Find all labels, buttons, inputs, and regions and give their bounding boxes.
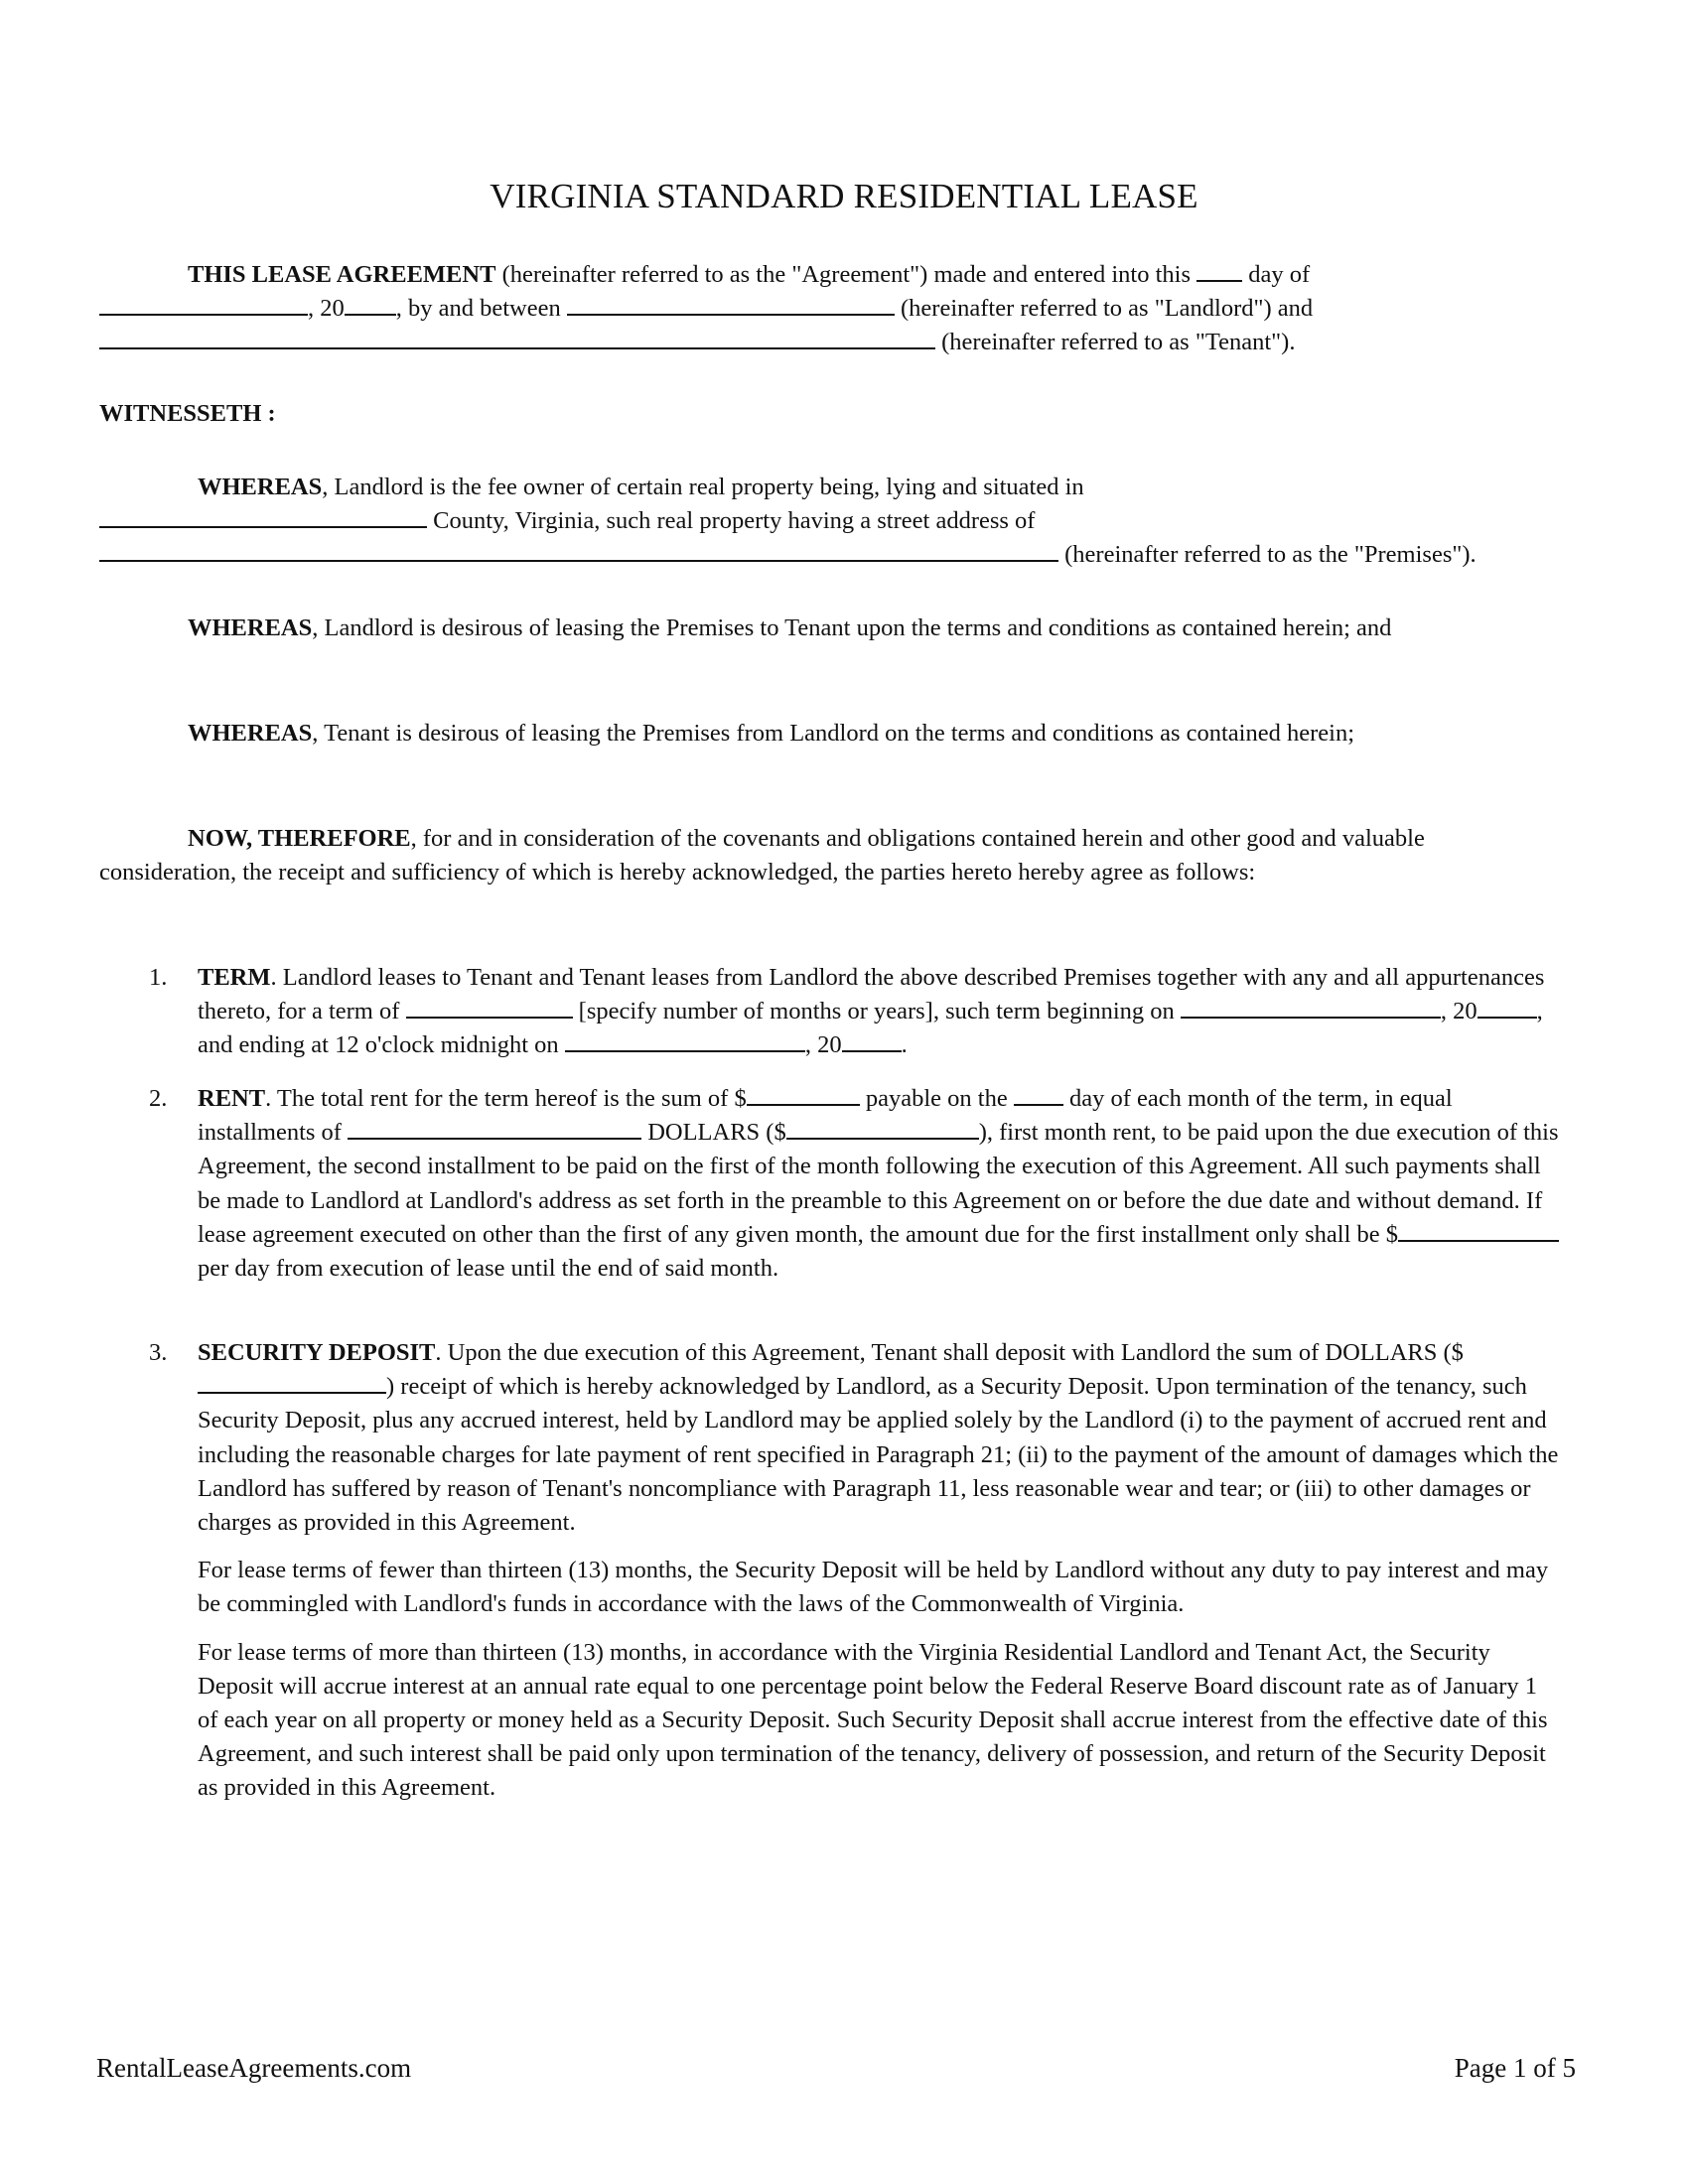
security-deposit-amount-blank[interactable] [198, 1372, 386, 1394]
term-end-year-blank[interactable] [842, 1030, 902, 1052]
prorated-rent-blank[interactable] [1398, 1220, 1559, 1242]
term-length-blank[interactable] [406, 997, 573, 1019]
total-rent-blank[interactable] [747, 1084, 860, 1106]
installment-words-blank[interactable] [348, 1118, 641, 1140]
witnesseth-heading: WITNESSETH : [99, 400, 276, 427]
document-title: VIRGINIA STANDARD RESIDENTIAL LEASE [490, 177, 1198, 215]
section-security-deposit: 3. SECURITY DEPOSIT. Upon the due execution of this Agreement, Tenant shall deposit with Landlord the sum of DOLLARS ($) receipt of which is hereby acknowledged by Landlord, as a Security Deposit. Upon termination of the tenancy, such Security Deposit, plus any accrued interest, held by Landlord may be applied solely by the Landlord (i) to the payment of accrued rent and including the reasonable charges for late payment of rent specified in Paragraph 21; (ii) to the payment of the amount of damages which the Landlord has suffered by reason of Tenant's noncompliance with Paragraph 11, less reasonable wear and tear; or (iii) to other damages or charges as provided in this Agreement. For lease terms of fewer than thirteen (13) months, the Security Deposit will be held by Landlord without any duty to pay interest and may be commingled with Landlord's funds in accordance with the laws of the Commonwealth of Virginia. For lease terms of more than thirteen (13) months, in accordance with the Virginia Residential Landlord and Tenant Act, the Security Deposit will accrue interest at an annual rate equal to one percentage point below the Federal Reserve Board discount rate as of January 1 of each year on all property or money held as a Security Deposit. Such Security Deposit shall accrue interest from the effective date of this Agreement, and such interest shall be paid only upon termination of the tenancy, delivery of possession, and return of the Security Deposit as provided in this Agreement. [149, 1336, 1561, 1806]
county-blank[interactable] [99, 506, 427, 528]
whereas-tenant-paragraph: WHEREAS, Tenant is desirous of leasing the Premises from Landlord on the terms and conditions as contained herein; [188, 720, 1354, 747]
rent-heading: RENT [198, 1085, 266, 1112]
now-therefore-paragraph: NOW, THEREFORE, for and in consideration of the covenants and obligations contained herein and other good and valuable consideration, the receipt and sufficiency of which is hereby acknowledged, the parties hereto hereby agree as follows: [99, 825, 1425, 887]
street-address-blank[interactable] [99, 540, 1058, 562]
whereas-landlord-paragraph: WHEREAS, Landlord is desirous of leasing the Premises to Tenant upon the terms and conditions as contained herein; and [188, 614, 1392, 641]
intro-lead: THIS LEASE AGREEMENT [188, 261, 496, 288]
security-deposit-heading: SECURITY DEPOSIT [198, 1339, 436, 1366]
deposit-long-term-paragraph: For lease terms of more than thirteen (13) months, in accordance with the Virginia Residential Landlord and Tenant Act, the Security Deposit will accrue interest at an annual rate equal to one percentage point below the Federal Reserve Board discount rate as of January 1 of each year on all property or money held as a Security Deposit. Such Security Deposit shall accrue interest from the effective date of this Agreement, and such interest shall be paid only upon termination of the tenancy, delivery of possession, and return of the Security Deposit as provided in this Agreement. [198, 1638, 1548, 1802]
term-heading: TERM [198, 964, 271, 991]
term-start-year-blank[interactable] [1477, 997, 1537, 1019]
intro-paragraph: THIS LEASE AGREEMENT (hereinafter referred to as the "Agreement") made and entered into this day of , 20 , by and between (hereinafter referred to as "Landlord") and (hereinafter referred to as "Tenant"). [99, 258, 1561, 360]
day-blank[interactable] [1196, 260, 1242, 282]
term-end-blank[interactable] [565, 1030, 805, 1052]
rent-due-day-blank[interactable] [1014, 1084, 1063, 1106]
section-rent: 2. RENT. The total rent for the term hereof is the sum of $ payable on the day of each month of the term, in equal installments of DOLLARS ($ ), first month rent, to be paid upon the due execution of this Agreement, the second installment to be paid on the first of the month following the execution of this Agreement. All such payments shall be made to Landlord at Landlord's address as set forth in the preamble to this Agreement on or before the due date and without demand. If lease agreement executed on other than the first of any given month, the amount due for the first installment only shall be $ per day from execution of lease until the end of said month. [149, 1085, 1559, 1283]
tenant-name-blank[interactable] [99, 328, 935, 349]
installment-amount-blank[interactable] [786, 1118, 979, 1140]
whereas-premises-paragraph: WHEREAS, Landlord is the fee owner of certain real property being, lying and situated in County, Virginia, such real property having a street address of (hereinafter referred to as the "Premises"). [99, 471, 1561, 573]
landlord-name-blank[interactable] [567, 294, 895, 316]
term-start-blank[interactable] [1181, 997, 1441, 1019]
section-term: 1. TERM. Landlord leases to Tenant and Tenant leases from Landlord the above described Premises together with any and all appurtenances thereto, for a term of [specify number of months or years], such term beginning on , 20 , and ending at 12 o'clock midnight on , 20 . [149, 964, 1545, 1059]
year-blank[interactable] [345, 294, 396, 316]
deposit-short-term-paragraph: For lease terms of fewer than thirteen (13) months, the Security Deposit will be held by Landlord without any duty to pay interest and may be commingled with Landlord's funds in accordance with the laws of the Commonwealth of Virginia. [198, 1557, 1549, 1618]
month-blank[interactable] [99, 294, 308, 316]
footer-site: RentalLeaseAgreements.com [96, 2053, 412, 2083]
footer-page-number: Page 1 of 5 [1454, 2053, 1576, 2083]
